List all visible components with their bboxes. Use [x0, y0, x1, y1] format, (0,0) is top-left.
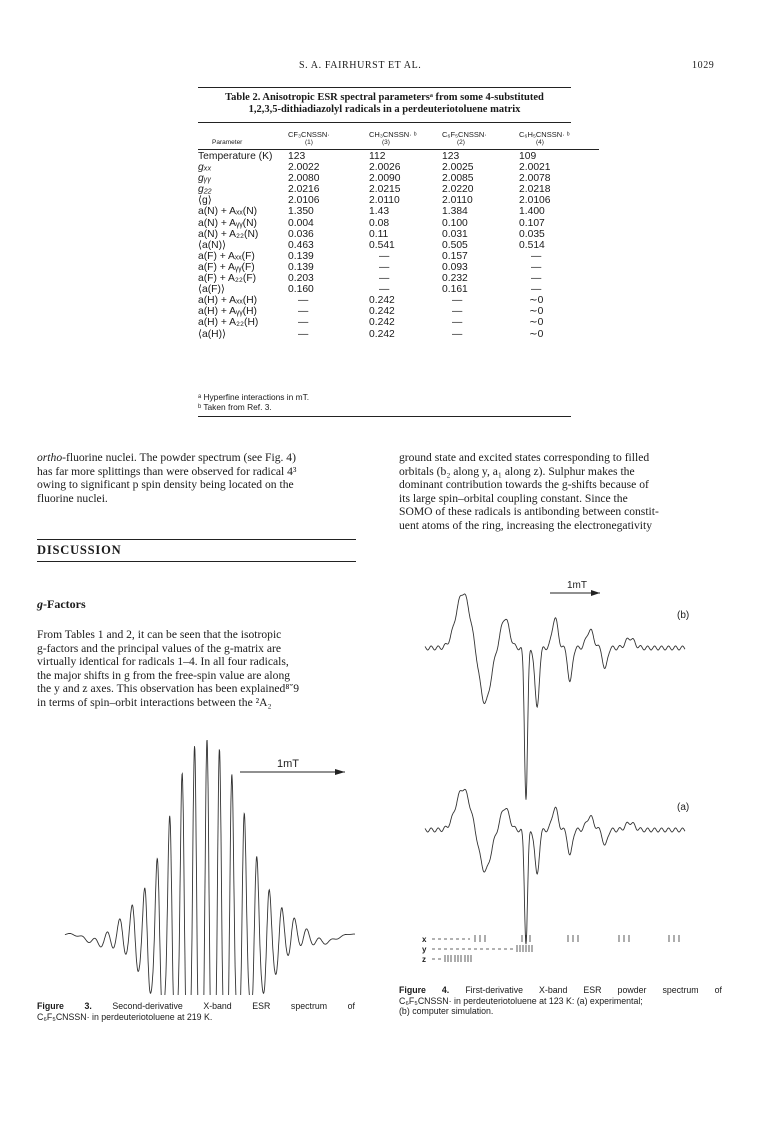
cell: 0.160 — [288, 284, 314, 296]
cell: 2.0215 — [369, 184, 401, 196]
column-header-4-formula: C₆H₅CNSSN· ᵇ — [519, 130, 570, 139]
row-label: a(N) + Aᵧᵧ(N) — [198, 217, 257, 229]
cell: — — [379, 284, 390, 296]
table-row — [198, 229, 599, 240]
cell: 0.514 — [519, 239, 545, 251]
row-label: gᵧᵧ — [198, 173, 212, 185]
cell: 0.139 — [288, 261, 314, 273]
subheading-rest: -Factors — [43, 597, 86, 611]
figure-4-label: Figure 4. — [399, 985, 450, 995]
figure-3-caption-line2: C₆F₅CNSSN· in perdeuteriotoluene at 219 K. — [37, 1011, 213, 1022]
text-line: owing to significant p spin density being located on the — [37, 478, 294, 492]
cell: 0.463 — [288, 239, 314, 251]
cell: 109 — [519, 151, 537, 162]
figure-3-caption-text: Second-derivative X-band ESR spectrum of — [112, 1001, 355, 1011]
text-line-rest: -fluorine nuclei. The powder spectrum (see Fig. 4) — [62, 451, 296, 464]
table-row — [198, 218, 599, 229]
section-bottom-rule — [37, 561, 356, 562]
row-label: a(H) + Aₓₓ(H) — [198, 295, 258, 307]
figure-3-label: Figure 3. — [37, 1001, 92, 1011]
table-row — [198, 251, 599, 262]
cell: — — [452, 306, 463, 318]
cell: 2.0220 — [442, 184, 474, 196]
column-header-1-num: (1) — [305, 139, 313, 146]
cell: 2.0110 — [442, 195, 473, 207]
row-label: ⟨a(N)⟩ — [198, 239, 227, 251]
figure-3-caption — [37, 1001, 355, 1022]
row-label: a(N) + Aₓₓ(N) — [198, 206, 258, 218]
cell: 2.0216 — [288, 184, 320, 196]
cell: 1.43 — [369, 206, 390, 218]
table-caption-line1: Table 2. Anisotropic ESR spectral parametersᵃ from some 4-substituted — [225, 92, 544, 103]
experimental-spectrum-trace — [425, 789, 685, 944]
cell: 0.242 — [369, 328, 395, 340]
text-line: the major shifts in g from the free-spin value are along — [37, 668, 291, 682]
table-caption-rule — [198, 122, 571, 123]
cell: — — [379, 261, 390, 273]
cell: 0.100 — [442, 217, 468, 229]
cell: 0.035 — [519, 228, 545, 240]
cell: 112 — [369, 151, 386, 162]
row-label: ⟨a(F)⟩ — [198, 284, 225, 296]
cell: — — [452, 328, 463, 340]
subheading-g-factors: g-Factors — [37, 597, 86, 611]
cell: — — [298, 328, 309, 340]
text-line: fluorine nuclei. — [37, 491, 108, 505]
text-line: SOMO of these radicals is antibonding between constit- — [399, 505, 659, 519]
scale-bar-arrow — [335, 769, 345, 775]
table-row — [198, 295, 599, 306]
table-row — [198, 195, 599, 206]
cell: 2.0110 — [369, 195, 400, 207]
cell: 2.0078 — [519, 173, 551, 185]
column-header-2-formula: C₆F₅CNSSN· — [442, 130, 487, 139]
stick-diagram-z — [432, 955, 471, 962]
table-row — [198, 184, 599, 195]
figure-4-caption-line2: C₆F₅CNSSN· in perdeuteriotoluene at 123 K: (a) experimental; — [399, 995, 643, 1006]
text-line: orbitals (b₂ along y, a₁ along z). Sulphur makes the — [399, 464, 635, 478]
page-number: 1029 — [692, 60, 715, 71]
table-row — [198, 206, 599, 217]
text-line: in terms of spin–orbit interactions between the ²A₂ — [37, 695, 272, 709]
text-line: has far more splittings than were observed for radical 4³ — [37, 464, 297, 478]
cell: ∼0 — [529, 306, 544, 318]
cell: 1.350 — [288, 206, 314, 218]
section-top-rule — [37, 539, 356, 540]
cell: 0.161 — [442, 284, 468, 296]
cell: — — [379, 250, 390, 262]
cell: 0.093 — [442, 261, 468, 273]
cell: 2.0090 — [369, 173, 401, 185]
cell: 2.0218 — [519, 184, 551, 196]
cell: 0.157 — [442, 250, 468, 262]
table-bottom-rule — [198, 416, 571, 417]
right-paragraph — [399, 451, 722, 533]
table-row — [198, 240, 599, 251]
table-row — [198, 329, 599, 340]
scale-label: 1mT — [567, 580, 587, 591]
column-header-4-num: (4) — [536, 139, 544, 146]
row-label: a(F) + A₂₂(F) — [198, 273, 257, 285]
text-line: its large spin–orbital coupling constant. Since the — [399, 491, 628, 505]
text-line: virtually identical for radicals 1–4. In all four radicals, — [37, 655, 289, 669]
cell: 0.031 — [442, 228, 468, 240]
cell: 2.0021 — [519, 162, 551, 174]
row-label: gₓₓ — [198, 162, 212, 174]
column-header-3-num: (3) — [382, 139, 390, 146]
cell: — — [531, 261, 542, 273]
table-row — [198, 262, 599, 273]
row-label: a(H) + A₂₂(H) — [198, 317, 259, 329]
table-row — [198, 151, 599, 162]
esr-parameters-table — [198, 131, 599, 340]
table-row — [198, 273, 599, 284]
figure-3-spectrum — [55, 740, 365, 995]
cell: — — [379, 273, 390, 285]
footnote-b: ᵇ Taken from Ref. 3. — [198, 402, 272, 412]
cell: 2.0022 — [288, 162, 320, 174]
column-header-3-formula: CH₃CNSSN· ᵇ — [369, 130, 417, 139]
text-line: ground state and excited states corresponding to filled — [399, 451, 650, 464]
axis-label-x: x — [422, 935, 427, 944]
left-paragraph-1 — [37, 451, 354, 505]
row-label: a(F) + Aᵧᵧ(F) — [198, 261, 255, 273]
table-row — [198, 162, 599, 173]
table-row — [198, 173, 599, 184]
axis-label-z: z — [422, 955, 426, 964]
cell: 1.384 — [442, 206, 468, 218]
text-line: g-factors and the principal values of the g-matrix are — [37, 641, 282, 655]
cell: 0.541 — [369, 239, 395, 251]
running-header-authors: S. A. FAIRHURST ET AL. — [299, 60, 422, 71]
figure-4-caption-text: First-derivative X-band ESR powder spectrum of — [465, 985, 722, 995]
table-row — [198, 284, 599, 295]
label-b: (b) — [677, 610, 690, 621]
axis-label-y: y — [422, 945, 427, 954]
figure-4-spectra — [405, 560, 725, 980]
cell: 123 — [288, 151, 306, 162]
scale-label: 1mT — [277, 758, 299, 770]
cell: ∼0 — [529, 328, 544, 340]
cell: 0.505 — [442, 239, 468, 251]
footnote-a: ᵃ Hyperfine interactions in mT. — [198, 392, 310, 402]
row-label: a(N) + A₂₂(N) — [198, 228, 259, 240]
table-row — [198, 306, 599, 317]
cell: 2.0026 — [369, 162, 401, 174]
label-a: (a) — [677, 802, 690, 813]
table-caption — [198, 92, 571, 116]
cell: 0.107 — [519, 217, 545, 229]
cell: ∼0 — [529, 317, 544, 329]
cell: 0.139 — [288, 250, 314, 262]
text-line: ortho-fluorine nuclei. The powder spectrum (see Fig. 4) — [37, 451, 296, 464]
cell: 123 — [442, 151, 460, 162]
section-heading: DISCUSSION — [37, 543, 122, 557]
cell: 1.400 — [519, 206, 545, 218]
cell: 2.0106 — [519, 195, 551, 207]
table-caption-line2: 1,2,3,5-dithiadiazolyl radicals in a perdeuteriotoluene matrix — [248, 104, 521, 115]
cell: 0.08 — [369, 217, 390, 229]
cell: 0.242 — [369, 317, 395, 329]
cell: 0.11 — [369, 228, 389, 240]
cell: 0.232 — [442, 273, 468, 285]
row-label: ⟨a(H)⟩ — [198, 328, 227, 340]
row-label: a(H) + Aᵧᵧ(H) — [198, 306, 257, 318]
figure-4-caption-line3: (b) computer simulation. — [399, 1006, 494, 1016]
table-row — [198, 317, 599, 328]
column-header-2-num: (2) — [457, 139, 465, 146]
spectrum-trace — [65, 740, 355, 995]
cell: — — [452, 317, 463, 329]
cell: ∼0 — [529, 295, 544, 307]
cell: — — [298, 295, 309, 307]
row-label: g₂₂ — [198, 184, 212, 196]
cell: 2.0025 — [442, 162, 474, 174]
column-header-parameter: Parameter — [212, 139, 243, 146]
cell: 2.0085 — [442, 173, 474, 185]
table-footnotes — [198, 392, 309, 412]
cell: 0.036 — [288, 228, 314, 240]
text-line: From Tables 1 and 2, it can be seen that the isotropic — [37, 628, 282, 641]
table-top-rule — [198, 87, 571, 88]
row-label: ⟨g⟩ — [198, 195, 212, 207]
cell: — — [298, 317, 309, 329]
stick-diagram-y — [432, 945, 532, 952]
cell: — — [531, 273, 542, 285]
cell: — — [531, 284, 542, 296]
text-line: dominant contribution towards the g-shifts because of — [399, 478, 649, 492]
scale-bar-arrow — [591, 590, 600, 596]
cell: 0.242 — [369, 295, 395, 307]
cell: 2.0080 — [288, 173, 320, 185]
cell: — — [298, 306, 309, 318]
cell: 2.0106 — [288, 195, 320, 207]
simulated-spectrum-trace — [425, 594, 685, 800]
text-line: the y and z axes. This observation has been explained⁸˘9 — [37, 682, 300, 696]
column-header-1-formula: CF₃CNSSN· — [288, 130, 330, 139]
cell: — — [531, 250, 542, 262]
figure-4-caption — [399, 985, 722, 1017]
cell: — — [452, 295, 463, 307]
text-line: uent atoms of the ring, increasing the electronegativity — [399, 518, 653, 532]
row-label: a(F) + Aₓₓ(F) — [198, 250, 255, 262]
left-paragraph-2 — [37, 628, 354, 710]
row-label: Temperature (K) — [198, 151, 273, 162]
stick-diagram-x — [432, 935, 679, 942]
cell: 0.203 — [288, 273, 314, 285]
cell: 0.004 — [288, 217, 314, 229]
cell: 0.242 — [369, 306, 395, 318]
